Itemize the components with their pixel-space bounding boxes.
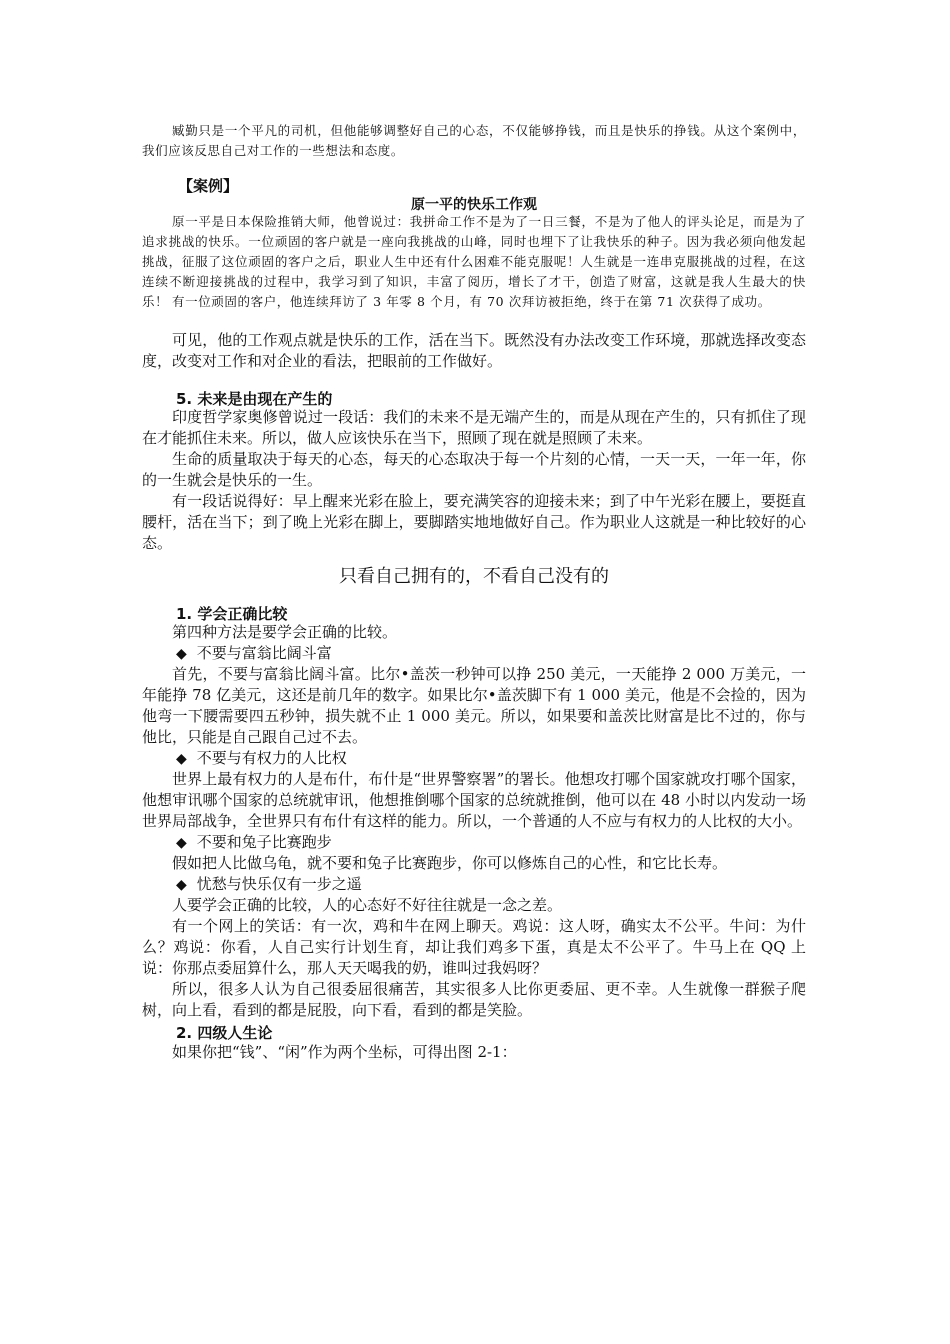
bullet-text: 不要与富翁比阔斗富	[196, 644, 332, 662]
body-paragraph: 第四种方法是要学会正确的比较。	[172, 623, 398, 641]
bullet-item	[176, 748, 347, 770]
body-paragraph: 有一段话说得好：早上醒来光彩在脸上，要充满笑容的迎接未来；到了中午光彩在腰上，要挺直腰杆，活在当下；到了晚上光彩在脚上，要脚踏实地地做好自己。作为职业人这就是一种比较好的心态。	[142, 492, 806, 552]
body-paragraph: 印度哲学家奥修曾说过一段话：我们的未来不是无端产生的，而是从现在产生的，只有抓住了现在才能抓住未来。所以，做人应该快乐在当下，照顾了现在就是照顾了未来。	[142, 408, 806, 447]
bullet-item	[176, 643, 332, 665]
body-paragraph: 有一个网上的笑话：有一次，鸡和牛在网上聊天。鸡说：这人呀，确实太不公平。牛问：为什么？鸡说：你看，人自己实行计划生育，却让我们鸡多下蛋，真是太不公平了。牛马上在 QQ 上说：你那点委屈算什么，那人天天喝我的奶，谁叫过我妈呀？	[142, 917, 806, 977]
body-paragraph: 人要学会正确的比较，人的心态好不好往往就是一念之差。	[172, 896, 563, 914]
bullet-text: 不要和兔子比赛跑步	[196, 833, 332, 851]
body-paragraph: 首先，不要与富翁比阔斗富。比尔•盖茨一秒钟可以挣 250 美元，一天能挣 2 000 万美元，一年能挣 78 亿美元，这还是前几年的数字。如果比尔•盖茨脚下有 1 000 美元，他是不会捡的，因为他弯一下腰需要四五秒钟，损失就不止 1 000 美元。所以，如果要和盖茨比财富是比不过的，你与他比，只能是自己跟自己过不去。	[142, 665, 806, 746]
case-paragraph: 有一位顽固的客户，他连续拜访了 3 年零 8 个月，有 70 次拜访被拒绝，终于在第 71 次获得了成功。	[172, 294, 771, 309]
bullet-text: 忧愁与快乐仅有一步之遥	[196, 875, 362, 893]
diamond-bullet-icon: ◆	[176, 835, 187, 851]
section-heading: 1. 学会正确比较	[176, 605, 288, 623]
intro-paragraph: 臧勤只是一个平凡的司机，但他能够调整好自己的心态，不仅能够挣钱，而且是快乐的挣钱。从这个案例中，我们应该反思自己对工作的一些想法和态度。	[142, 123, 806, 158]
page-section-title: 只看自己拥有的，不看自己没有的	[339, 566, 609, 587]
bullet-item	[176, 874, 362, 896]
body-paragraph: 所以，很多人认为自己很委屈很痛苦，其实很多人比你更委屈、更不幸。人生就像一群猴子爬树，向上看，看到的都是屁股，向下看，看到的都是笑脸。	[142, 980, 806, 1019]
body-paragraph: 可见，他的工作观点就是快乐的工作，活在当下。既然没有办法改变工作环境，那就选择改变态度，改变对工作和对企业的看法，把眼前的工作做好。	[142, 331, 806, 370]
bullet-text: 不要与有权力的人比权	[196, 749, 347, 767]
case-label: 【案例】	[178, 177, 239, 195]
body-paragraph: 生命的质量取决于每天的心态，每天的心态取决于每一个片刻的心情，一天一天，一年一年，你的一生就会是快乐的一生。	[142, 450, 806, 489]
section-heading: 5. 未来是由现在产生的	[176, 390, 333, 408]
body-paragraph: 世界上最有权力的人是布什，布什是“世界警察署”的署长。他想攻打哪个国家就攻打哪个国家，他想审讯哪个国家的总统就审讯，他想推倒哪个国家的总统就推倒，他可以在 48 小时以内发动一场世界局部战争，全世界只有布什有这样的能力。所以，一个普通的人不应与有权力的人比权的大小。	[142, 770, 806, 830]
case-title: 原一平的快乐工作观	[411, 197, 537, 213]
body-paragraph: 假如把人比做乌龟，就不要和兔子比赛跑步，你可以修炼自己的心性，和它比长寿。	[172, 854, 728, 872]
bullet-item	[176, 832, 332, 854]
diamond-bullet-icon: ◆	[176, 646, 187, 662]
body-paragraph: 如果你把“钱”、“闲”作为两个坐标，可得出图 2-1：	[172, 1043, 517, 1061]
diamond-bullet-icon: ◆	[176, 751, 187, 767]
case-paragraph: 原一平是日本保险推销大师，他曾说过：我拼命工作不是为了一日三餐，不是为了他人的评头论足，而是为了追求挑战的快乐。一位顽固的客户就是一座向我挑战的山峰，同时也埋下了让我快乐的种子。因为我必须向他发起挑战，征服了这位顽固的客户之后，职业人生中还有什么困难不能克服呢！人生就是一连串克服挑战的过程，在这连续不断迎接挑战的过程中，我学习到了知识，丰富了阅历，增长了才干，创造了财富，这就是我人生最大的快乐！	[142, 214, 806, 309]
diamond-bullet-icon: ◆	[176, 877, 187, 893]
section-heading: 2. 四级人生论	[176, 1024, 273, 1042]
